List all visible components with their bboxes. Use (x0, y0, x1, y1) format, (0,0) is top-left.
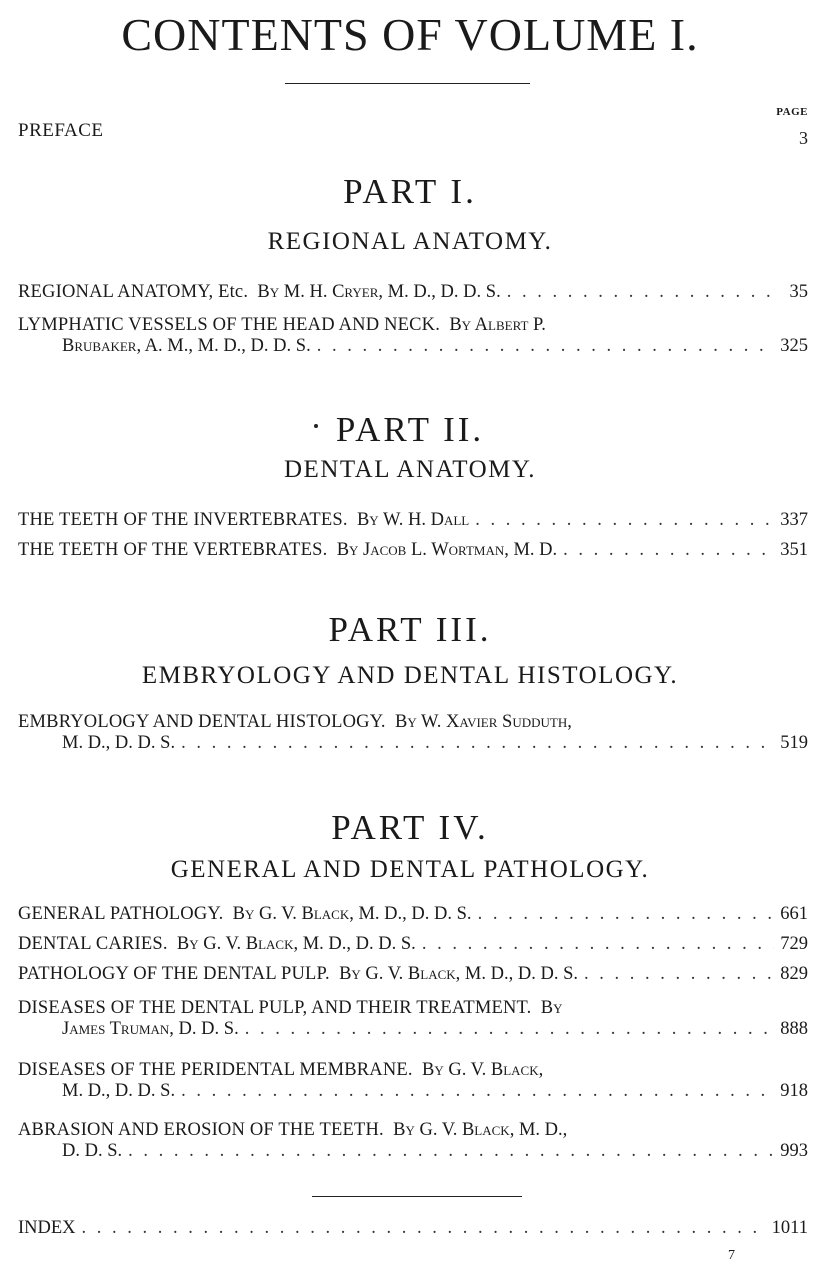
entry-page-number: 888 (780, 1019, 808, 1040)
dot-leader (422, 934, 774, 955)
index-label: INDEX (18, 1218, 76, 1238)
entry-title: EMBRYOLOGY AND DENTAL HISTOLOGY. (18, 712, 386, 732)
folio-number: 7 (728, 1248, 735, 1263)
entry-title: LYMPHATIC VESSELS OF THE HEAD AND NECK. (18, 315, 441, 335)
index-rule (312, 1196, 522, 1197)
dot-leader (82, 1218, 766, 1239)
entry-author: M. D., D. D. S. (62, 733, 176, 754)
entry-author: By G. V. Black, M. D., D. D. S. (339, 964, 578, 984)
part-2-title: PART II. (335, 410, 485, 449)
entry-page-number: 993 (780, 1141, 808, 1162)
part-1-title: PART I. (343, 172, 477, 211)
entry-author: By G. V. Black, (422, 1060, 544, 1080)
dot-leader (128, 1141, 774, 1162)
entry-title: ABRASION AND EROSION OF THE TEETH. (18, 1120, 384, 1140)
entry-author: Brubaker, A. M., M. D., D. D. S. (62, 336, 311, 357)
toc-entry (18, 1060, 808, 1103)
part-4-subtitle: GENERAL AND DENTAL PATHOLOGY. (170, 856, 650, 883)
part-3-subtitle: EMBRYOLOGY AND DENTAL HISTOLOGY. (141, 662, 679, 689)
entry-page-number: 325 (780, 336, 808, 357)
index-page-number: 1011 (771, 1218, 808, 1238)
part-3-title: PART III. (328, 610, 492, 649)
entry-page-number: 337 (780, 510, 808, 530)
entry-author: D. D. S. (62, 1141, 123, 1162)
part-1-subtitle: REGIONAL ANATOMY. (267, 228, 553, 255)
toc-entry (18, 998, 808, 1041)
entry-author: By G. V. Black, M. D., D. D. S. (176, 934, 416, 954)
toc-entry (18, 510, 808, 531)
toc-entry (18, 934, 808, 955)
toc-entry (18, 964, 808, 985)
dot-leader (563, 540, 774, 561)
entry-author: By G. V. Black, M. D., D. D. S. (232, 904, 472, 924)
entry-title: DISEASES OF THE PERIDENTAL MEMBRANE. (18, 1060, 413, 1080)
entry-author: By W. Xavier Sudduth, (394, 712, 572, 732)
dot-leader (507, 282, 774, 303)
toc-entry (18, 540, 808, 561)
entry-author: By Albert P. (449, 315, 546, 335)
dot-leader (181, 733, 774, 754)
dot-leader (584, 964, 774, 985)
entry-title: THE TEETH OF THE INVERTEBRATES. (18, 510, 348, 530)
dot-leader (245, 1019, 774, 1040)
dot-leader (317, 336, 774, 357)
part-2-subtitle: DENTAL ANATOMY. (284, 456, 536, 483)
dot-leader (181, 1081, 774, 1102)
page-column-label: PAGE (776, 106, 808, 118)
page-title: CONTENTS OF VOLUME I. (121, 9, 699, 60)
entry-title: GENERAL PATHOLOGY. (18, 904, 224, 924)
entry-title: DISEASES OF THE DENTAL PULP, AND THEIR TREATMENT. (18, 998, 532, 1018)
toc-entry (18, 282, 808, 303)
entry-page-number: 829 (780, 964, 808, 984)
toc-entry (18, 904, 808, 925)
toc-entry (18, 1120, 808, 1163)
entry-page-number: 35 (789, 282, 808, 302)
entry-title: PATHOLOGY OF THE DENTAL PULP. (18, 964, 330, 984)
entry-author: By W. H. Dall (356, 510, 470, 530)
entry-author: By Jacob L. Wortman, M. D. (336, 540, 558, 560)
toc-entry (18, 315, 808, 358)
entry-author: By G. V. Black, M. D., (393, 1120, 568, 1140)
entry-page-number: 351 (780, 540, 808, 560)
entry-author: By M. H. Cryer, M. D., D. D. S. (257, 282, 501, 302)
entry-title: THE TEETH OF THE VERTEBRATES. (18, 540, 328, 560)
entry-title: REGIONAL ANATOMY, Etc. (18, 282, 249, 302)
toc-entry (18, 712, 808, 755)
entry-title: DENTAL CARIES. (18, 934, 168, 954)
entry-page-number: 918 (780, 1081, 808, 1102)
entry-page-number: 519 (780, 733, 808, 754)
preface-label: PREFACE (18, 120, 104, 141)
part-4-title: PART IV. (331, 808, 489, 847)
preface-page-number: 3 (799, 128, 808, 148)
entry-page-number: 729 (780, 934, 808, 954)
entry-author: James Truman, D. D. S. (62, 1019, 239, 1040)
entry-page-number: 661 (780, 904, 808, 924)
index-entry (18, 1218, 808, 1239)
entry-author: M. D., D. D. S. (62, 1081, 176, 1102)
entry-author: By (540, 998, 563, 1018)
dot-leader (475, 510, 774, 531)
title-rule (285, 83, 530, 84)
dot-leader (478, 904, 774, 925)
